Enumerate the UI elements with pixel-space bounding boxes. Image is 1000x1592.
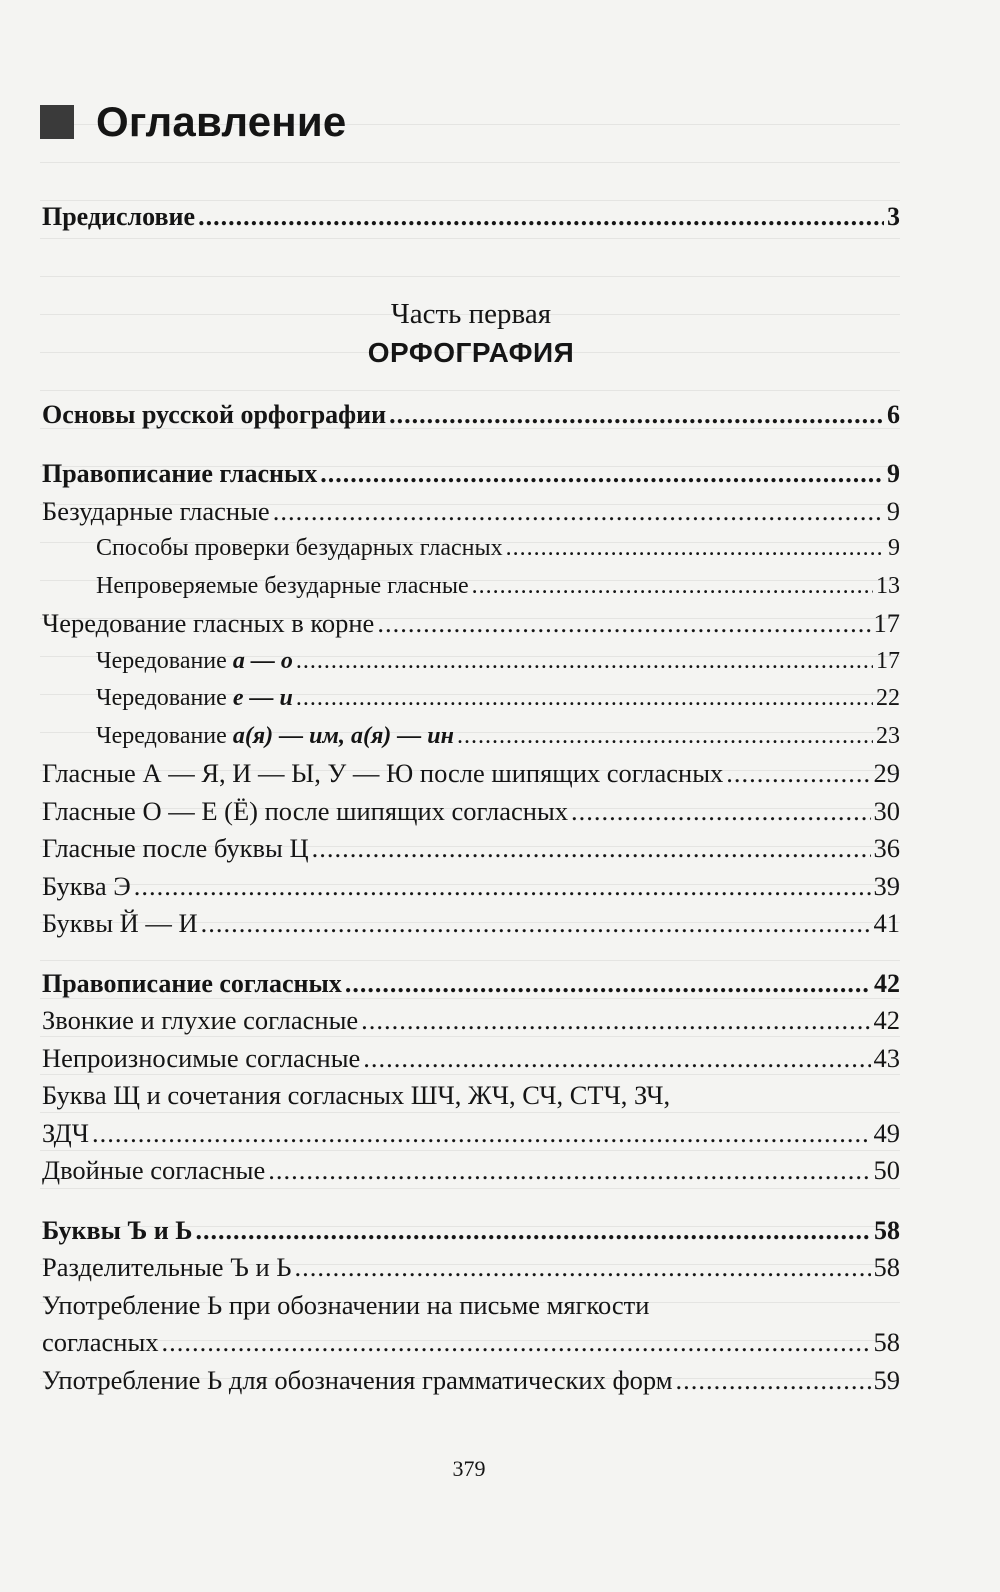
dot-leader xyxy=(389,396,884,434)
toc-page-number: 23 xyxy=(876,722,900,749)
toc-entry-title: Чередование а(я) — им, а(я) — ин xyxy=(96,722,454,749)
dot-leader xyxy=(457,718,873,756)
toc-entry xyxy=(42,1040,900,1078)
dot-leader xyxy=(201,905,871,943)
dot-leader xyxy=(676,1362,871,1400)
part-title: ОРФОГРАФИЯ xyxy=(367,336,575,368)
toc-entry xyxy=(42,1077,900,1152)
dot-leader xyxy=(295,1249,871,1287)
toc-entry-title: Чередование гласных в корне xyxy=(42,608,375,638)
toc-entry-title: Двойные согласные xyxy=(42,1155,266,1185)
toc-entry-title: Буква Э xyxy=(42,870,131,901)
dot-leader xyxy=(320,455,884,493)
toc-entry-title-line1: Употребление Ь при обозначении на письме мягкости xyxy=(42,1289,650,1320)
toc-entry-title: Гласные А — Я, И — Ы, У — Ю после шипящих согласных xyxy=(42,758,724,788)
toc-page-number: 43 xyxy=(873,1042,900,1073)
dot-leader xyxy=(198,198,884,236)
toc-entry-preface xyxy=(42,198,900,236)
toc-subentry xyxy=(42,530,900,568)
part-heading xyxy=(42,296,900,374)
toc-page-number: 29 xyxy=(873,758,900,788)
toc-page-number: 58 xyxy=(873,1327,900,1357)
toc-entry-title: Непроверяемые безударные гласные xyxy=(96,572,469,599)
toc-entry xyxy=(42,1152,900,1190)
toc-entry-title: Буквы Й — И xyxy=(42,908,198,938)
toc-entry xyxy=(42,905,900,943)
toc-page-number: 58 xyxy=(874,1215,900,1245)
dot-leader xyxy=(268,1152,870,1190)
toc-page-number: 3 xyxy=(887,202,900,231)
dot-leader xyxy=(345,965,871,1003)
toc-page-number: 30 xyxy=(873,795,900,826)
dot-leader xyxy=(195,1212,871,1250)
toc-entry xyxy=(42,965,900,1003)
toc-entry xyxy=(42,493,900,531)
dot-leader xyxy=(273,493,884,531)
toc-entry xyxy=(42,793,900,831)
toc-entry-title: Буквы Ъ и Ь xyxy=(42,1215,193,1245)
toc-entry xyxy=(42,1249,900,1287)
heading-square-marker xyxy=(40,105,74,139)
toc-page-number: 22 xyxy=(876,685,900,711)
toc-page-number: 36 xyxy=(873,833,900,863)
dot-leader xyxy=(162,1324,871,1362)
toc-entry-title: Разделительные Ъ и Ь xyxy=(42,1252,292,1282)
toc-entry-title-line1: Буква Щ и сочетания согласных ШЧ, ЖЧ, СЧ, СТЧ, ЗЧ, xyxy=(42,1080,671,1110)
dot-leader xyxy=(296,643,873,681)
toc-entry-title: Гласные О — Е (Ё) после шипящих согласных xyxy=(42,795,569,826)
toc-entry xyxy=(42,830,900,868)
toc-page-number: 17 xyxy=(876,647,900,674)
dot-leader xyxy=(571,793,870,831)
toc-entry-title-line2: ЗДЧ xyxy=(42,1117,89,1148)
toc-page-number: 9 xyxy=(886,495,900,526)
toc-entry-title: Безударные гласные xyxy=(42,495,270,526)
toc-entry xyxy=(42,1002,900,1040)
toc-entry-title: Правописание согласных xyxy=(42,968,342,998)
toc-page-number: 50 xyxy=(873,1155,900,1185)
toc-page-number: 41 xyxy=(873,908,900,938)
page-number: 379 xyxy=(452,1456,486,1481)
toc-entry-title-line2: согласных xyxy=(42,1327,159,1357)
toc-entry xyxy=(42,1287,900,1362)
toc-page-number: 42 xyxy=(874,968,900,998)
toc-entry xyxy=(42,396,900,434)
toc-entry xyxy=(42,755,900,793)
toc-entry-title: Основы русской орфографии xyxy=(42,399,387,429)
dot-leader xyxy=(361,1002,870,1040)
toc-entry xyxy=(42,1362,900,1400)
toc-heading xyxy=(40,98,346,146)
toc-entry-title: Чередование е — и xyxy=(96,685,293,711)
part-label: Часть первая xyxy=(390,297,552,330)
toc-page-number: 17 xyxy=(873,608,900,638)
dot-leader xyxy=(296,680,873,718)
toc-entry-title: Чередование а — о xyxy=(96,647,293,674)
toc-page-number: 13 xyxy=(876,572,900,599)
toc-page-number: 49 xyxy=(873,1117,900,1148)
toc-page-number: 6 xyxy=(887,399,900,429)
dot-leader xyxy=(726,755,870,793)
toc-entry xyxy=(42,1212,900,1250)
toc-entry-title: Способы проверки безударных гласных xyxy=(96,535,503,561)
toc-entry-title: Гласные после буквы Ц xyxy=(42,833,309,863)
toc-page-number: 39 xyxy=(873,870,900,901)
toc-entry xyxy=(42,605,900,643)
toc-entry-title: Непроизносимые согласные xyxy=(42,1042,361,1073)
dot-leader xyxy=(377,605,870,643)
dot-leader xyxy=(506,530,885,568)
dot-leader xyxy=(312,830,871,868)
toc-entry-title: Предисловие xyxy=(42,202,196,231)
toc-entry-title: Звонкие и глухие согласные xyxy=(42,1005,359,1035)
page-title: Оглавление xyxy=(96,98,347,145)
toc-page-number: 58 xyxy=(873,1252,900,1282)
toc-page-number: 9 xyxy=(887,459,900,488)
dot-leader xyxy=(134,868,871,906)
toc-page-number: 59 xyxy=(873,1364,900,1395)
dot-leader xyxy=(92,1115,871,1153)
toc-page-number: 42 xyxy=(873,1005,900,1035)
toc-subentry xyxy=(42,680,900,718)
toc-entry xyxy=(42,868,900,906)
toc-entry-title: Употребление Ь для обозначения грамматических форм xyxy=(42,1364,673,1395)
toc-entry xyxy=(42,455,900,493)
dot-leader xyxy=(472,568,873,606)
toc-subentry xyxy=(42,643,900,681)
dot-leader xyxy=(363,1040,870,1078)
table-of-contents xyxy=(42,198,900,1399)
toc-entry-title: Правописание гласных xyxy=(42,459,318,488)
toc-page-number: 9 xyxy=(888,535,900,561)
toc-subentry xyxy=(42,568,900,606)
toc-subentry xyxy=(42,718,900,756)
